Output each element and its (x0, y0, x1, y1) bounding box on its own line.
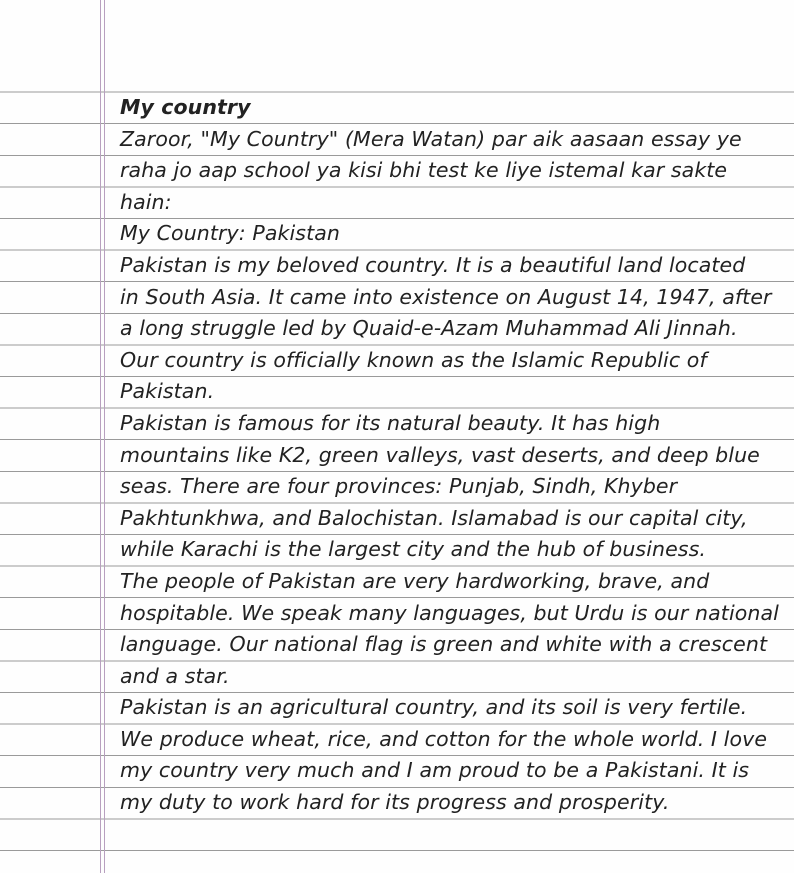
essay-line: mountains like K2, green valleys, vast deserts, and deep blue (120, 442, 760, 467)
essay-line: hospitable. We speak many languages, but Urdu is our national (120, 600, 779, 625)
essay-line: Zaroor, "My Country" (Mera Watan) par aik aasaan essay ye (120, 126, 742, 151)
essay-line: Pakistan. (120, 379, 215, 404)
essay-line: Pakistan is an agricultural country, and its soil is very fertile. (120, 695, 748, 720)
margin-line-left (100, 0, 101, 873)
essay-line: my country very much and I am proud to be a Pakistani. It is (120, 758, 750, 783)
essay-line: My Country: Pakistan (120, 221, 340, 246)
essay-line: Pakistan is my beloved country. It is a beautiful land located (120, 252, 746, 277)
essay-line: a long struggle led by Quaid-e-Azam Muhammad Ali Jinnah. (120, 316, 738, 341)
margin-line-right (104, 0, 105, 873)
handwritten-essay (120, 92, 788, 819)
essay-line: hain: (120, 189, 172, 214)
essay-line: while Karachi is the largest city and the hub of business. (120, 537, 706, 562)
essay-line: in South Asia. It came into existence on August 14, 1947, after (120, 284, 772, 309)
essay-line: Pakhtunkhwa, and Balochistan. Islamabad is our capital city, (120, 505, 748, 530)
essay-line: language. Our national flag is green and white with a crescent (120, 632, 768, 657)
essay-title: My country (120, 95, 251, 119)
essay-line: seas. There are four provinces: Punjab, Sindh, Khyber (120, 474, 678, 499)
essay-line: We produce wheat, rice, and cotton for the whole world. I love (120, 726, 768, 751)
essay-line: raha jo aap school ya kisi bhi test ke liye istemal kar sakte (120, 158, 728, 183)
essay-line: Pakistan is famous for its natural beauty. It has high (120, 410, 661, 435)
essay-line: The people of Pakistan are very hardworking, brave, and (120, 568, 710, 593)
essay-line: my duty to work hard for its progress and prosperity. (120, 790, 670, 815)
essay-line: Our country is officially known as the Islamic Republic of (120, 347, 707, 372)
essay-line: and a star. (120, 663, 230, 688)
